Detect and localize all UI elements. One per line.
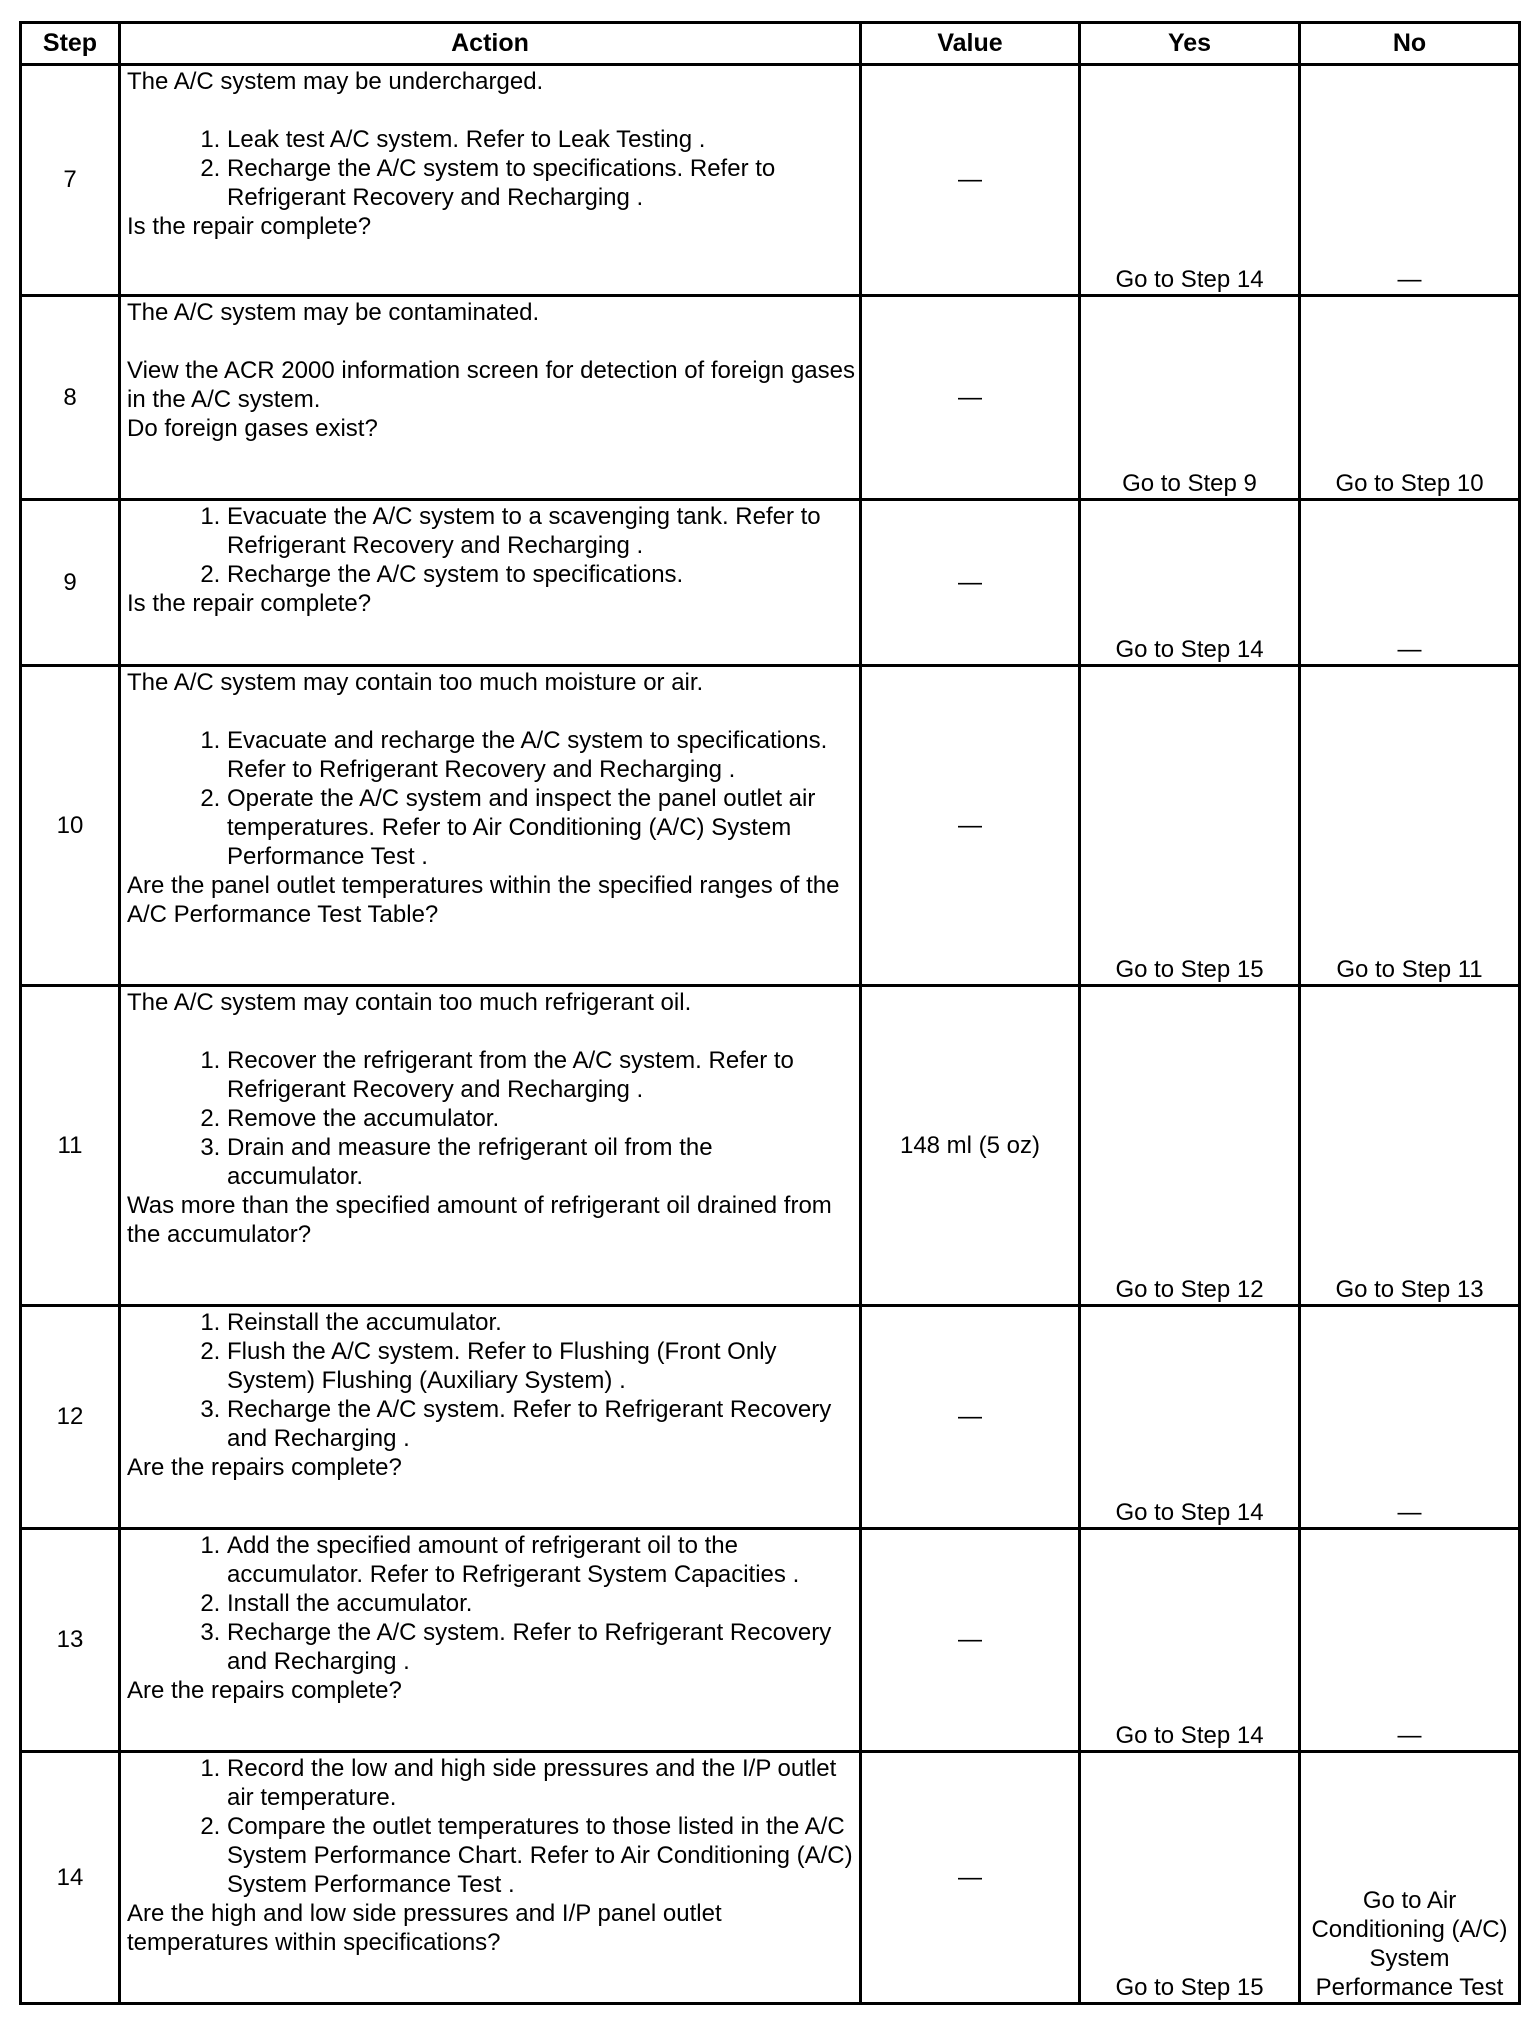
step-number: 11 [21,986,120,1306]
list-item: 1. Reinstall the accumulator. [227,1308,855,1337]
action-question: Are the high and low side pressures and I/P panel outlet temperatures within specifications? [127,1900,722,1956]
list-item: 2. Remove the accumulator. [227,1104,855,1133]
value-cell: — [861,296,1080,500]
header-step: Step [21,23,120,65]
action-question: Are the repairs complete? [127,1677,402,1704]
action-cell [120,1529,861,1752]
step-number: 14 [21,1752,120,2004]
list-item: 2. Recharge the A/C system to specifications. [227,560,855,589]
yes-cell: Go to Step 14 [1080,500,1300,666]
yes-cell: Go to Step 15 [1080,1752,1300,2004]
no-cell: Go to Step 11 [1300,666,1520,986]
step-number: 12 [21,1306,120,1529]
no-cell: Go to Air Conditioning (A/C) System Performance Test [1300,1752,1520,2004]
yes-cell: Go to Step 14 [1080,65,1300,296]
action-cell [120,65,861,296]
header-yes: Yes [1080,23,1300,65]
list-item: 2. Recharge the A/C system to specifications. Refer to Refrigerant Recovery and Recharging . [227,154,855,212]
action-list [127,1754,855,1899]
list-item: 3. Drain and measure the refrigerant oil from the accumulator. [227,1133,855,1191]
step-number: 7 [21,65,120,296]
table-row [21,500,1520,666]
action-intro: The A/C system may be contaminated. [127,299,540,326]
list-item: 3. Recharge the A/C system. Refer to Refrigerant Recovery and Recharging . [227,1395,855,1453]
header-no: No [1300,23,1520,65]
action-list [127,1046,855,1191]
value-cell: — [861,1752,1080,2004]
step-number: 10 [21,666,120,986]
list-item: 1. Evacuate the A/C system to a scavenging tank. Refer to Refrigerant Recovery and Recharging . [227,502,855,560]
table-row [21,1529,1520,1752]
yes-cell: Go to Step 14 [1080,1529,1300,1752]
action-cell [120,1752,861,2004]
step-number: 8 [21,296,120,500]
table-row [21,296,1520,500]
value-cell: 148 ml (5 oz) [861,986,1080,1306]
action-question: Are the repairs complete? [127,1454,402,1481]
action-cell [120,666,861,986]
action-list [127,1531,855,1676]
action-intro: The A/C system may contain too much moisture or air. [127,669,704,696]
no-cell: — [1300,500,1520,666]
no-cell: Go to Step 13 [1300,986,1520,1306]
step-number: 9 [21,500,120,666]
diagnostic-table [19,21,1521,2005]
action-list [127,125,855,212]
list-item: 2. Flush the A/C system. Refer to Flushing (Front Only System) Flushing (Auxiliary System) . [227,1337,855,1395]
action-intro: The A/C system may be undercharged. [127,68,544,95]
header-action: Action [120,23,861,65]
no-cell: — [1300,1306,1520,1529]
no-cell: Go to Step 10 [1300,296,1520,500]
yes-cell: Go to Step 15 [1080,666,1300,986]
value-cell: — [861,666,1080,986]
action-question: Was more than the specified amount of refrigerant oil drained from the accumulator? [127,1192,832,1248]
list-item: 3. Recharge the A/C system. Refer to Refrigerant Recovery and Recharging . [227,1618,855,1676]
step-number: 13 [21,1529,120,1752]
value-cell: — [861,65,1080,296]
list-item: 2. Compare the outlet temperatures to those listed in the A/C System Performance Chart. Refer to Air Conditioning (A/C) System Performance Test . [227,1812,855,1899]
table-row [21,666,1520,986]
action-list [127,726,855,871]
action-question: Is the repair complete? [127,590,372,617]
header-value: Value [861,23,1080,65]
list-item: 1. Recover the refrigerant from the A/C system. Refer to Refrigerant Recovery and Recharging . [227,1046,855,1104]
list-item: 1. Evacuate and recharge the A/C system to specifications. Refer to Refrigerant Recovery and Recharging . [227,726,855,784]
yes-cell: Go to Step 12 [1080,986,1300,1306]
list-item: 1. Leak test A/C system. Refer to Leak Testing . [227,125,855,154]
action-cell [120,986,861,1306]
value-cell: — [861,1529,1080,1752]
action-cell [120,500,861,666]
action-cell [120,1306,861,1529]
table-row [21,65,1520,296]
no-cell: — [1300,1529,1520,1752]
value-cell: — [861,1306,1080,1529]
table-row [21,1752,1520,2004]
action-list [127,502,855,589]
table-row [21,986,1520,1306]
action-question: Is the repair complete? [127,213,372,240]
action-cell [120,296,861,500]
action-list [127,1308,855,1453]
table-row [21,1306,1520,1529]
yes-cell: Go to Step 9 [1080,296,1300,500]
header-row [21,23,1520,65]
no-cell: — [1300,65,1520,296]
value-cell: — [861,500,1080,666]
action-intro: The A/C system may contain too much refrigerant oil. [127,989,692,1016]
action-body: View the ACR 2000 information screen for detection of foreign gases in the A/C system. [127,357,855,413]
list-item: 2. Operate the A/C system and inspect the panel outlet air temperatures. Refer to Air Conditioning (A/C) System Performance Test . [227,784,855,871]
list-item: 2. Install the accumulator. [227,1589,855,1618]
list-item: 1. Add the specified amount of refrigerant oil to the accumulator. Refer to Refrigerant System Capacities . [227,1531,855,1589]
list-item: 1. Record the low and high side pressures and the I/P outlet air temperature. [227,1754,855,1812]
action-question: Are the panel outlet temperatures within the specified ranges of the A/C Performance Test Table? [127,872,840,928]
yes-cell: Go to Step 14 [1080,1306,1300,1529]
action-question: Do foreign gases exist? [127,415,378,442]
